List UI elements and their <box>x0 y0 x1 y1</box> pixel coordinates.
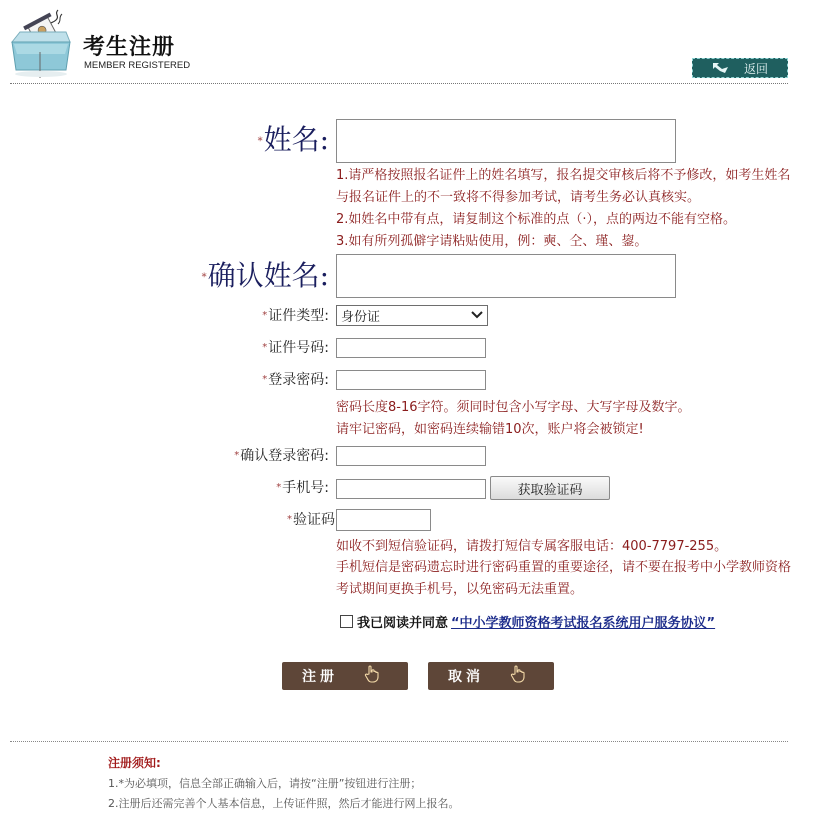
footer-divider <box>10 741 788 742</box>
required-mark: * <box>234 450 240 461</box>
cancel-button-label: 取消 <box>448 669 484 685</box>
password-hint-2: 请牢记密码，如密码连续输错10次，账户将会被锁定! <box>336 422 644 437</box>
notice-line-1: 1.*为必填项，信息全部正确输入后，请按“注册”按钮进行注册； <box>108 777 422 790</box>
page-title: 考生注册 <box>83 35 176 60</box>
confirm-password-label: *确认登录密码: <box>234 448 329 464</box>
required-mark: * <box>201 271 207 283</box>
agreement-checkbox[interactable] <box>340 615 353 628</box>
get-sms-code-button[interactable]: 获取验证码 <box>490 476 610 500</box>
captcha-hint-2: 手机短信是密码遗忘时进行密码重置的重要途径，请不要在报考中小学教师资格 <box>336 560 792 575</box>
id-type-selected: 身份证 <box>341 310 381 325</box>
name-label: *姓名: <box>257 123 329 156</box>
password-input[interactable] <box>336 370 486 390</box>
agreement-text: 我已阅读并同意 <box>357 616 449 631</box>
password-label: *登录密码: <box>262 372 329 388</box>
notice-title: 注册须知: <box>108 756 161 770</box>
agreement-link[interactable]: “中小学教师资格考试报名系统用户服务协议” <box>451 616 716 631</box>
ballot-box-logo-icon <box>6 8 76 80</box>
header-divider <box>10 83 788 84</box>
name-hint-2: 与报名证件上的不一致将不得参加考试，请考生务必认真核实。 <box>336 190 701 205</box>
back-button-label: 返回 <box>743 61 768 76</box>
required-mark: * <box>287 514 292 525</box>
confirm-password-input[interactable] <box>336 446 486 466</box>
password-hint-1: 密码长度8-16字符。须同时包含小写字母、大写字母及数字。 <box>336 400 691 415</box>
required-mark: * <box>257 135 263 147</box>
confirm-name-input[interactable] <box>336 254 676 298</box>
required-mark: * <box>262 374 268 385</box>
captcha-label: *验证码 <box>287 512 335 528</box>
id-number-input[interactable] <box>336 338 486 358</box>
agreement-row <box>340 612 715 631</box>
register-button[interactable] <box>282 662 408 690</box>
hand-pointer-icon <box>358 665 380 687</box>
notice-line-2: 2.注册后还需完善个人基本信息，上传证件照，然后才能进行网上报名。 <box>108 797 460 810</box>
return-arrow-icon <box>712 62 730 74</box>
id-type-select[interactable] <box>336 305 488 326</box>
name-hint-4: 3.如有所列孤僻字请粘贴使用，例：奭、仝、瑾、鋆。 <box>336 234 648 249</box>
name-input[interactable] <box>336 119 676 163</box>
name-hint-1: 1.请严格按照报名证件上的姓名填写，报名提交审核后将不予修改，如考生姓名 <box>336 168 791 183</box>
name-hint-3: 2.如姓名中带有点，请复制这个标准的点（·），点的两边不能有空格。 <box>336 212 737 227</box>
captcha-hint-3: 考试期间更换手机号，以免密码无法重置。 <box>336 582 584 597</box>
required-mark: * <box>276 482 282 493</box>
captcha-input[interactable] <box>336 509 431 531</box>
phone-label: *手机号: <box>276 480 329 496</box>
required-mark: * <box>262 310 268 321</box>
back-button[interactable] <box>692 58 788 78</box>
hand-pointer-icon <box>504 665 526 687</box>
captcha-hint-1: 如收不到短信验证码，请拨打短信专属客服电话：400-7797-255。 <box>336 539 728 554</box>
cancel-button[interactable] <box>428 662 554 690</box>
id-number-label: *证件号码: <box>262 340 329 356</box>
page-subtitle: MEMBER REGISTERED <box>84 60 191 71</box>
id-type-label: *证件类型: <box>262 308 329 324</box>
register-button-label: 注册 <box>302 669 338 685</box>
phone-input[interactable] <box>336 479 486 499</box>
required-mark: * <box>262 342 268 353</box>
confirm-name-label: *确认姓名: <box>201 259 329 292</box>
chevron-down-icon <box>471 308 483 323</box>
